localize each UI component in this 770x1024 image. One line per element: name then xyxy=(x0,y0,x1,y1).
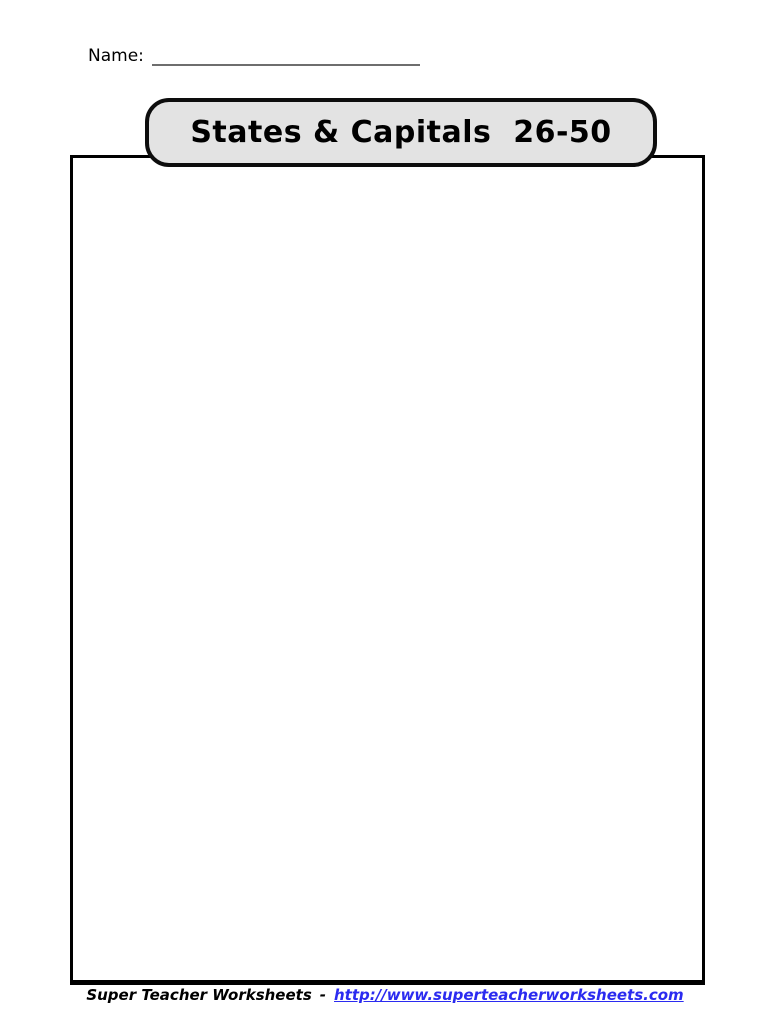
footer-site-name: Super Teacher Worksheets xyxy=(86,986,312,1004)
name-fill-in-line xyxy=(152,64,420,66)
footer xyxy=(0,986,770,1004)
footer-separator: - xyxy=(319,986,326,1004)
worksheet-title-box xyxy=(145,98,657,167)
name-label: Name: xyxy=(88,46,144,66)
worksheet-frame xyxy=(70,155,705,985)
footer-website-link[interactable]: http://www.superteacherworksheets.com xyxy=(334,986,684,1004)
page-title: States & Capitals 26-50 xyxy=(190,115,612,150)
